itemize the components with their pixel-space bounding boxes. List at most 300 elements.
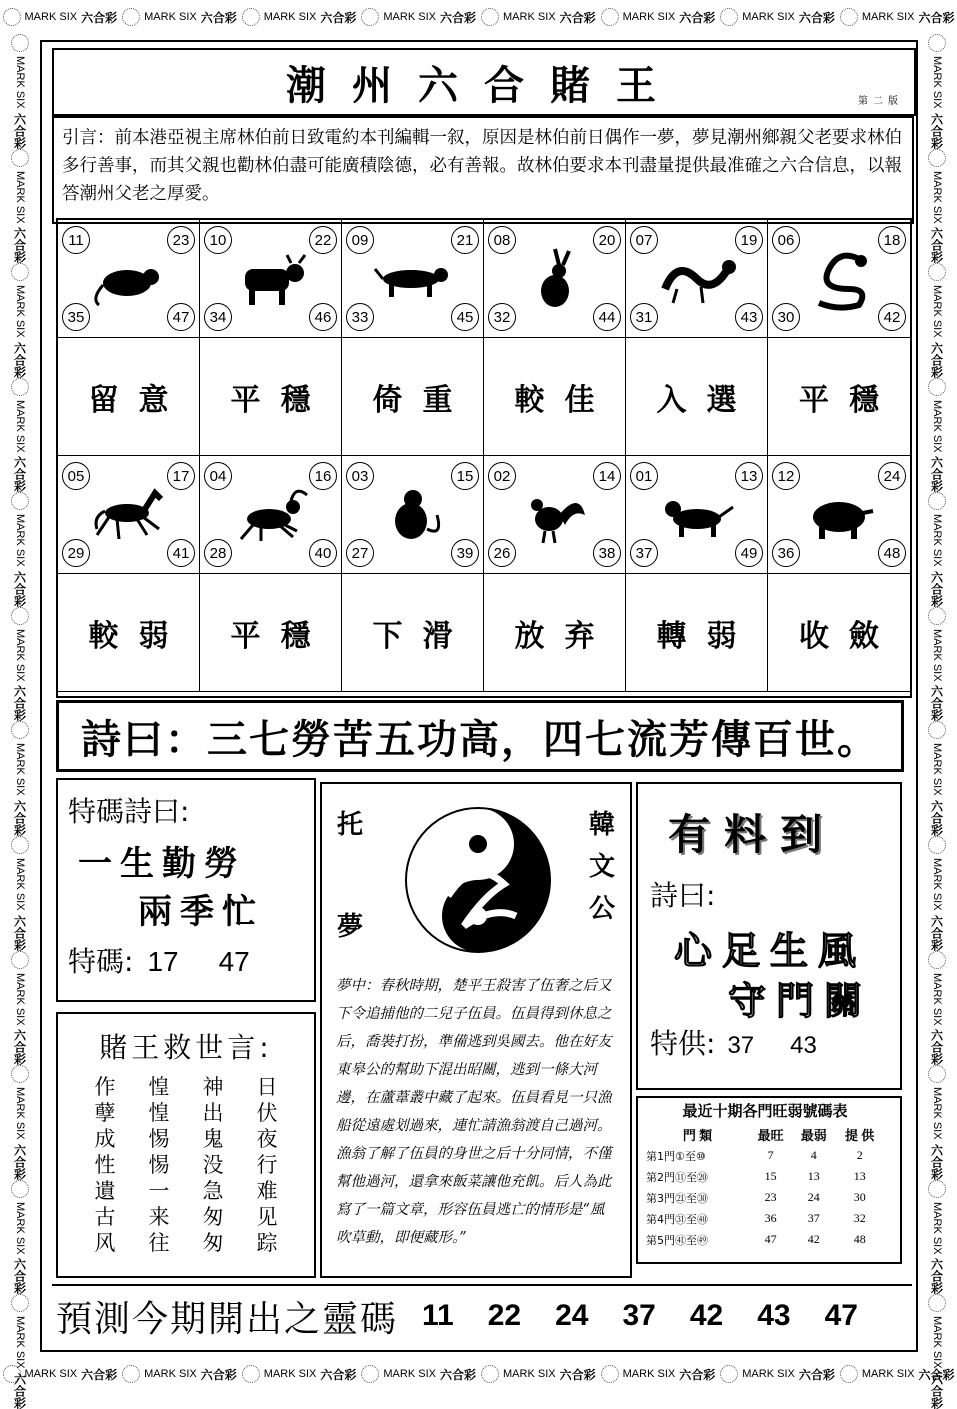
border-text-en: MARK SIX	[931, 858, 943, 911]
special-code-1: 17	[147, 946, 179, 977]
flower-icon	[928, 1294, 946, 1312]
border-text-en: MARK SIX	[931, 514, 943, 567]
flower-icon	[928, 836, 946, 854]
dream-side-char: 文	[588, 852, 615, 882]
zodiac-status: 平穩	[200, 338, 342, 456]
border-text-en: MARK SIX	[14, 514, 26, 567]
border-text-en: MARK SIX	[14, 743, 26, 797]
saying-char: 匆	[202, 1205, 224, 1229]
border-text-zh: 六合彩	[679, 1367, 716, 1382]
border-text-zh: 六合彩	[918, 10, 955, 25]
border-mark-six-logo	[928, 836, 946, 951]
border-text-zh: 六合彩	[200, 1367, 237, 1382]
flower-icon	[601, 1365, 619, 1383]
border-text-zh: 六合彩	[12, 227, 27, 264]
saying-char: 惕	[148, 1127, 170, 1151]
border-text-en: MARK SIX	[14, 1087, 26, 1140]
saying-char: 孽	[94, 1101, 116, 1125]
zodiac-status: 倚重	[342, 338, 484, 456]
zodiac-status: 放弃	[484, 574, 626, 692]
number-circle: 02	[488, 462, 516, 490]
border-text-en: MARK SIX	[742, 11, 795, 23]
zodiac-cell	[58, 220, 200, 338]
number-circle: 39	[451, 539, 479, 567]
right-border	[919, 34, 955, 1409]
zodiac-cell	[626, 220, 768, 338]
saying-char: 性	[94, 1153, 116, 1177]
number-circle: 49	[735, 539, 763, 567]
flower-icon	[11, 263, 29, 281]
border-text-zh: 六合彩	[929, 1258, 944, 1295]
flower-icon	[840, 1365, 858, 1383]
flower-icon	[481, 8, 499, 26]
dragon-icon	[657, 249, 737, 309]
table-cell: 47	[764, 1232, 777, 1246]
border-text-en: MARK SIX	[14, 1316, 26, 1369]
border-text-en: MARK SIX	[14, 399, 26, 453]
border-mark-six-logo	[840, 8, 955, 26]
border-text-zh: 六合彩	[12, 456, 27, 493]
flower-icon	[928, 1065, 946, 1083]
flower-icon	[11, 721, 29, 739]
border-mark-six-logo	[11, 492, 29, 607]
number-circle: 12	[772, 462, 800, 490]
flower-icon	[361, 1365, 379, 1383]
border-mark-six-logo	[11, 1294, 29, 1409]
saying-char: 成	[94, 1127, 116, 1151]
saying-char: 急	[202, 1179, 224, 1203]
number-circle: 38	[593, 539, 621, 567]
number-circle: 31	[630, 303, 658, 331]
border-text-en: MARK SIX	[931, 1087, 943, 1140]
border-text-zh: 六合彩	[12, 914, 27, 951]
flower-icon	[720, 8, 738, 26]
saying-char: 作	[94, 1075, 116, 1099]
table-cell: 32	[853, 1211, 866, 1225]
number-circle: 41	[167, 539, 195, 567]
number-circle: 11	[62, 226, 90, 254]
border-text-zh: 六合彩	[12, 1029, 27, 1066]
border-text-en: MARK SIX	[931, 628, 943, 682]
table-cell: 第4門㉛至㊵	[646, 1212, 708, 1226]
number-circle: 34	[204, 303, 232, 331]
border-mark-six-logo	[928, 951, 946, 1066]
zodiac-grid	[56, 218, 912, 698]
number-circle: 26	[488, 539, 516, 567]
saying-char: 没	[202, 1153, 224, 1177]
pig-icon	[799, 485, 879, 545]
prediction-number: 42	[689, 1299, 724, 1332]
prediction-label: 預測今期開出之靈碼	[56, 1298, 399, 1340]
border-text-en: MARK SIX	[263, 1368, 317, 1380]
flower-icon	[11, 378, 29, 396]
number-circle: 24	[878, 462, 906, 490]
zodiac-cell	[58, 456, 200, 574]
border-text-en: MARK SIX	[14, 1201, 26, 1255]
border-text-zh: 六合彩	[929, 800, 944, 837]
number-circle: 15	[451, 462, 479, 490]
border-text-zh: 六合彩	[12, 1372, 27, 1409]
table-row	[646, 1145, 884, 1166]
saying-char: 来	[148, 1205, 170, 1229]
zodiac-cell	[342, 456, 484, 574]
border-text-zh: 六合彩	[12, 570, 27, 607]
border-mark-six-logo	[361, 8, 476, 26]
dream-story: 夢中：春秋時期，楚平王殺害了伍奢之后又下令追捕他的二兒子伍員。伍員得到休息之后，喬裝打扮，準備逃到吳國去。他在好友東皋公的幫助下混出昭關，逃到一條大河邊，在蘆葦叢中藏了起來。伍員看見一只漁船從遠處划過來，連忙請漁翁渡自己過河。漁翁了解了伍員的身世之后十分同情，不僅幫他過河，還拿來飯菜讓他充飢。后人為此寫了一篇文章，形容伍員逃亡的情形是“風吹草動，即便藏形。”	[336, 978, 612, 1246]
you-liao-line-2: 守門關	[728, 979, 873, 1023]
dream-side-char: 托	[336, 810, 363, 840]
number-circle: 43	[735, 303, 763, 331]
you-liao-box	[636, 782, 902, 1090]
border-text-zh: 六合彩	[929, 227, 944, 264]
border-text-zh: 六合彩	[929, 1372, 944, 1409]
border-mark-six-logo	[601, 1365, 716, 1383]
flower-icon	[481, 1365, 499, 1383]
border-text-en: MARK SIX	[383, 1368, 436, 1380]
flower-icon	[11, 1180, 29, 1198]
tiger-icon	[373, 249, 453, 309]
border-text-zh: 六合彩	[929, 1143, 944, 1180]
saying-char: 踪	[256, 1231, 278, 1255]
saying-char: 风	[94, 1231, 116, 1255]
border-text-zh: 六合彩	[559, 1367, 596, 1382]
flower-icon	[11, 34, 29, 52]
flower-icon	[11, 836, 29, 854]
flower-icon	[928, 149, 946, 167]
men-table-title: 最近十期各門旺弱號碼表	[682, 1102, 848, 1120]
border-text-en: MARK SIX	[931, 56, 943, 109]
flower-icon	[928, 492, 946, 510]
border-text-zh: 六合彩	[320, 1367, 357, 1382]
ox-icon	[231, 249, 311, 309]
border-text-zh: 六合彩	[81, 10, 118, 25]
special-code-box	[56, 778, 316, 1002]
dog-icon	[657, 485, 737, 545]
table-row	[646, 1208, 884, 1229]
number-circle: 48	[878, 539, 906, 567]
you-liao-special-2: 43	[790, 1032, 817, 1059]
number-circle: 44	[593, 303, 621, 331]
border-text-en: MARK SIX	[14, 628, 26, 682]
special-code	[68, 940, 250, 980]
border-mark-six-logo	[928, 263, 946, 378]
table-cell: 第2門⑪至⑳	[646, 1170, 708, 1184]
table-cell: 13	[853, 1169, 866, 1183]
special-line-1: 一生勤勞	[78, 844, 246, 884]
rat-icon	[89, 249, 169, 309]
number-circle: 05	[62, 462, 90, 490]
table-cell: 4	[810, 1148, 817, 1162]
border-mark-six-logo	[11, 149, 29, 264]
flower-icon	[720, 1365, 738, 1383]
border-mark-six-logo	[928, 149, 946, 264]
table-header: 最弱	[800, 1128, 827, 1143]
flower-icon	[928, 607, 946, 625]
horse-icon	[89, 485, 169, 545]
border-mark-six-logo	[361, 1365, 476, 1383]
yin-yang-icon	[404, 806, 552, 954]
flower-icon	[11, 149, 29, 167]
border-mark-six-logo	[720, 1365, 835, 1383]
flower-icon	[928, 1180, 946, 1198]
prediction-numbers	[422, 1299, 858, 1333]
special-line-2: 兩季忙	[138, 892, 264, 932]
number-circle: 42	[878, 303, 906, 331]
saying-grid	[78, 1074, 294, 1256]
zodiac-status: 轉弱	[626, 574, 768, 692]
border-text-en: MARK SIX	[14, 858, 26, 911]
saying-char: 见	[256, 1205, 278, 1229]
flower-icon	[11, 951, 29, 969]
saying-title: 賭王救世言:	[99, 1031, 273, 1064]
bottom-border	[0, 1357, 957, 1391]
zodiac-status: 入選	[626, 338, 768, 456]
table-cell: 第5門㊶至㊾	[646, 1233, 708, 1247]
dream-side-char: 韓	[588, 810, 615, 840]
border-text-zh: 六合彩	[798, 10, 835, 25]
gambling-king-saying-box	[56, 1012, 316, 1278]
border-mark-six-logo	[11, 1065, 29, 1180]
saying-char: 惕	[148, 1153, 170, 1177]
border-text-zh: 六合彩	[918, 1367, 955, 1382]
border-text-en: MARK SIX	[383, 11, 436, 23]
table-cell: 7	[767, 1148, 774, 1162]
poem-banner: 詩曰：三七勞苦五功高，四七流芳傳百世。	[56, 700, 904, 772]
number-circle: 45	[451, 303, 479, 331]
flower-icon	[122, 1365, 140, 1383]
border-text-zh: 六合彩	[559, 10, 596, 25]
flower-icon	[928, 951, 946, 969]
monkey-icon	[373, 485, 453, 545]
page-title: 潮州六合賭王	[52, 48, 916, 116]
border-text-zh: 六合彩	[929, 456, 944, 493]
table-cell: 13	[807, 1169, 820, 1183]
saying-char: 遺	[94, 1179, 116, 1203]
special-code-label: 特碼:	[68, 945, 134, 978]
border-text-en: MARK SIX	[931, 1201, 943, 1255]
border-text-en: MARK SIX	[14, 285, 26, 338]
border-text-zh: 六合彩	[12, 112, 27, 149]
top-border	[0, 0, 957, 34]
dream-right-text	[586, 804, 618, 930]
border-text-en: MARK SIX	[144, 1368, 197, 1380]
flower-icon	[11, 607, 29, 625]
border-text-zh: 六合彩	[929, 112, 944, 149]
border-mark-six-logo	[11, 378, 29, 493]
border-text-zh: 六合彩	[679, 10, 716, 25]
border-mark-six-logo	[928, 34, 946, 149]
number-circle: 32	[488, 303, 516, 331]
zodiac-cell	[484, 220, 626, 338]
rooster-icon	[515, 485, 595, 545]
border-text-en: MARK SIX	[144, 11, 197, 23]
flower-icon	[928, 378, 946, 396]
snake-icon	[799, 249, 879, 309]
number-circle: 04	[204, 462, 232, 490]
border-mark-six-logo	[928, 378, 946, 493]
saying-char: 惶	[148, 1075, 170, 1099]
prediction-number: 22	[487, 1299, 522, 1332]
border-text-en: MARK SIX	[263, 11, 317, 23]
border-text-zh: 六合彩	[81, 1367, 118, 1382]
dream-side-char: 夢	[336, 912, 363, 942]
border-mark-six-logo	[11, 721, 29, 836]
border-text-en: MARK SIX	[503, 1368, 556, 1380]
border-text-en: MARK SIX	[503, 11, 556, 23]
border-text-en: MARK SIX	[14, 56, 26, 109]
border-text-en: MARK SIX	[931, 399, 943, 453]
prediction-number: 47	[824, 1299, 858, 1332]
goat-icon	[231, 485, 311, 545]
table-cell: 42	[807, 1232, 820, 1246]
number-circle: 22	[309, 226, 337, 254]
border-text-en: MARK SIX	[861, 11, 915, 23]
border-mark-six-logo	[242, 1365, 357, 1383]
saying-char: 一	[148, 1179, 170, 1203]
number-circle: 18	[878, 226, 906, 254]
flower-icon	[928, 721, 946, 739]
men-table	[646, 1124, 884, 1250]
number-circle: 06	[772, 226, 800, 254]
flower-icon	[601, 8, 619, 26]
table-cell: 15	[764, 1169, 777, 1183]
border-text-en: MARK SIX	[931, 170, 943, 224]
saying-char: 日	[256, 1075, 278, 1099]
border-mark-six-logo	[11, 263, 29, 378]
flower-icon	[928, 263, 946, 281]
number-circle: 19	[735, 226, 763, 254]
flower-icon	[122, 8, 140, 26]
prediction-number: 11	[422, 1299, 454, 1332]
saying-char: 往	[148, 1231, 170, 1255]
prediction-number: 37	[622, 1299, 656, 1332]
zodiac-status: 留意	[58, 338, 200, 456]
zodiac-status: 平穩	[200, 574, 342, 692]
number-circle: 33	[346, 303, 374, 331]
special-title: 特碼詩曰:	[68, 795, 190, 828]
border-text-zh: 六合彩	[200, 10, 237, 25]
border-text-en: MARK SIX	[931, 285, 943, 338]
number-circle: 03	[346, 462, 374, 490]
saying-char: 行	[256, 1153, 278, 1177]
number-circle: 35	[62, 303, 90, 331]
number-circle: 28	[204, 539, 232, 567]
border-text-zh: 六合彩	[439, 1367, 476, 1382]
border-mark-six-logo	[928, 1065, 946, 1180]
number-circle: 17	[167, 462, 195, 490]
table-cell: 第1門①至⑩	[646, 1149, 706, 1163]
border-mark-six-logo	[11, 607, 29, 722]
table-cell: 23	[764, 1190, 777, 1204]
number-circle: 37	[630, 539, 658, 567]
number-circle: 14	[593, 462, 621, 490]
border-text-en: MARK SIX	[931, 743, 943, 797]
border-mark-six-logo	[11, 836, 29, 951]
flower-icon	[3, 8, 21, 26]
border-mark-six-logo	[928, 1294, 946, 1409]
saying-char: 神	[202, 1075, 224, 1099]
flower-icon	[840, 8, 858, 26]
number-circle: 30	[772, 303, 800, 331]
border-text-en: MARK SIX	[931, 1316, 943, 1369]
zodiac-status: 較佳	[484, 338, 626, 456]
prediction-bar	[52, 1284, 912, 1346]
dream-box	[320, 782, 632, 1278]
number-circle: 40	[309, 539, 337, 567]
zodiac-status: 下滑	[342, 574, 484, 692]
number-circle: 20	[593, 226, 621, 254]
zodiac-status: 收斂	[768, 574, 910, 692]
border-text-en: MARK SIX	[14, 972, 26, 1026]
flower-icon	[11, 492, 29, 510]
prediction-number: 43	[757, 1299, 791, 1332]
border-mark-six-logo	[11, 951, 29, 1066]
zodiac-cell	[342, 220, 484, 338]
border-text-zh: 六合彩	[12, 1143, 27, 1180]
you-liao-special-1: 37	[727, 1032, 755, 1059]
number-circle: 01	[630, 462, 658, 490]
border-mark-six-logo	[928, 492, 946, 607]
table-cell: 48	[853, 1232, 866, 1246]
border-mark-six-logo	[720, 8, 835, 26]
border-text-zh: 六合彩	[12, 800, 27, 837]
number-circle: 23	[167, 226, 195, 254]
zodiac-cell	[200, 220, 342, 338]
flower-icon	[361, 8, 379, 26]
flower-icon	[928, 34, 946, 52]
border-text-en: MARK SIX	[14, 170, 26, 224]
border-text-zh: 六合彩	[929, 1029, 944, 1066]
border-text-zh: 六合彩	[320, 10, 357, 25]
number-circle: 07	[630, 226, 658, 254]
border-text-en: MARK SIX	[861, 1368, 915, 1380]
border-text-zh: 六合彩	[929, 914, 944, 951]
border-mark-six-logo	[3, 8, 118, 26]
table-row	[646, 1229, 884, 1250]
table-cell: 36	[764, 1211, 777, 1225]
edition-label: 第二版	[858, 96, 903, 107]
table-row	[646, 1187, 884, 1208]
border-text-zh: 六合彩	[439, 10, 476, 25]
prediction-number: 24	[555, 1299, 589, 1332]
border-text-en: MARK SIX	[742, 1368, 795, 1380]
zodiac-status: 較弱	[58, 574, 200, 692]
border-mark-six-logo	[11, 34, 29, 149]
number-circle: 13	[735, 462, 763, 490]
table-cell: 24	[807, 1190, 820, 1204]
saying-char: 古	[94, 1205, 116, 1229]
border-mark-six-logo	[928, 1180, 946, 1295]
you-liao-special	[650, 1022, 817, 1062]
zodiac-cell	[484, 456, 626, 574]
border-mark-six-logo	[481, 8, 596, 26]
table-cell: 2	[856, 1148, 863, 1162]
border-text-zh: 六合彩	[929, 685, 944, 722]
you-liao-title: 有料到	[668, 810, 837, 859]
border-mark-six-logo	[242, 8, 357, 26]
border-mark-six-logo	[122, 1365, 237, 1383]
zodiac-cell	[768, 220, 910, 338]
flower-icon	[11, 1065, 29, 1083]
zodiac-cell	[768, 456, 910, 574]
number-circle: 47	[167, 303, 195, 331]
saying-char: 难	[256, 1179, 278, 1203]
number-circle: 21	[451, 226, 479, 254]
number-circle: 10	[204, 226, 232, 254]
saying-char: 惶	[148, 1101, 170, 1125]
zodiac-status: 平穩	[768, 338, 910, 456]
border-text-zh: 六合彩	[798, 1367, 835, 1382]
